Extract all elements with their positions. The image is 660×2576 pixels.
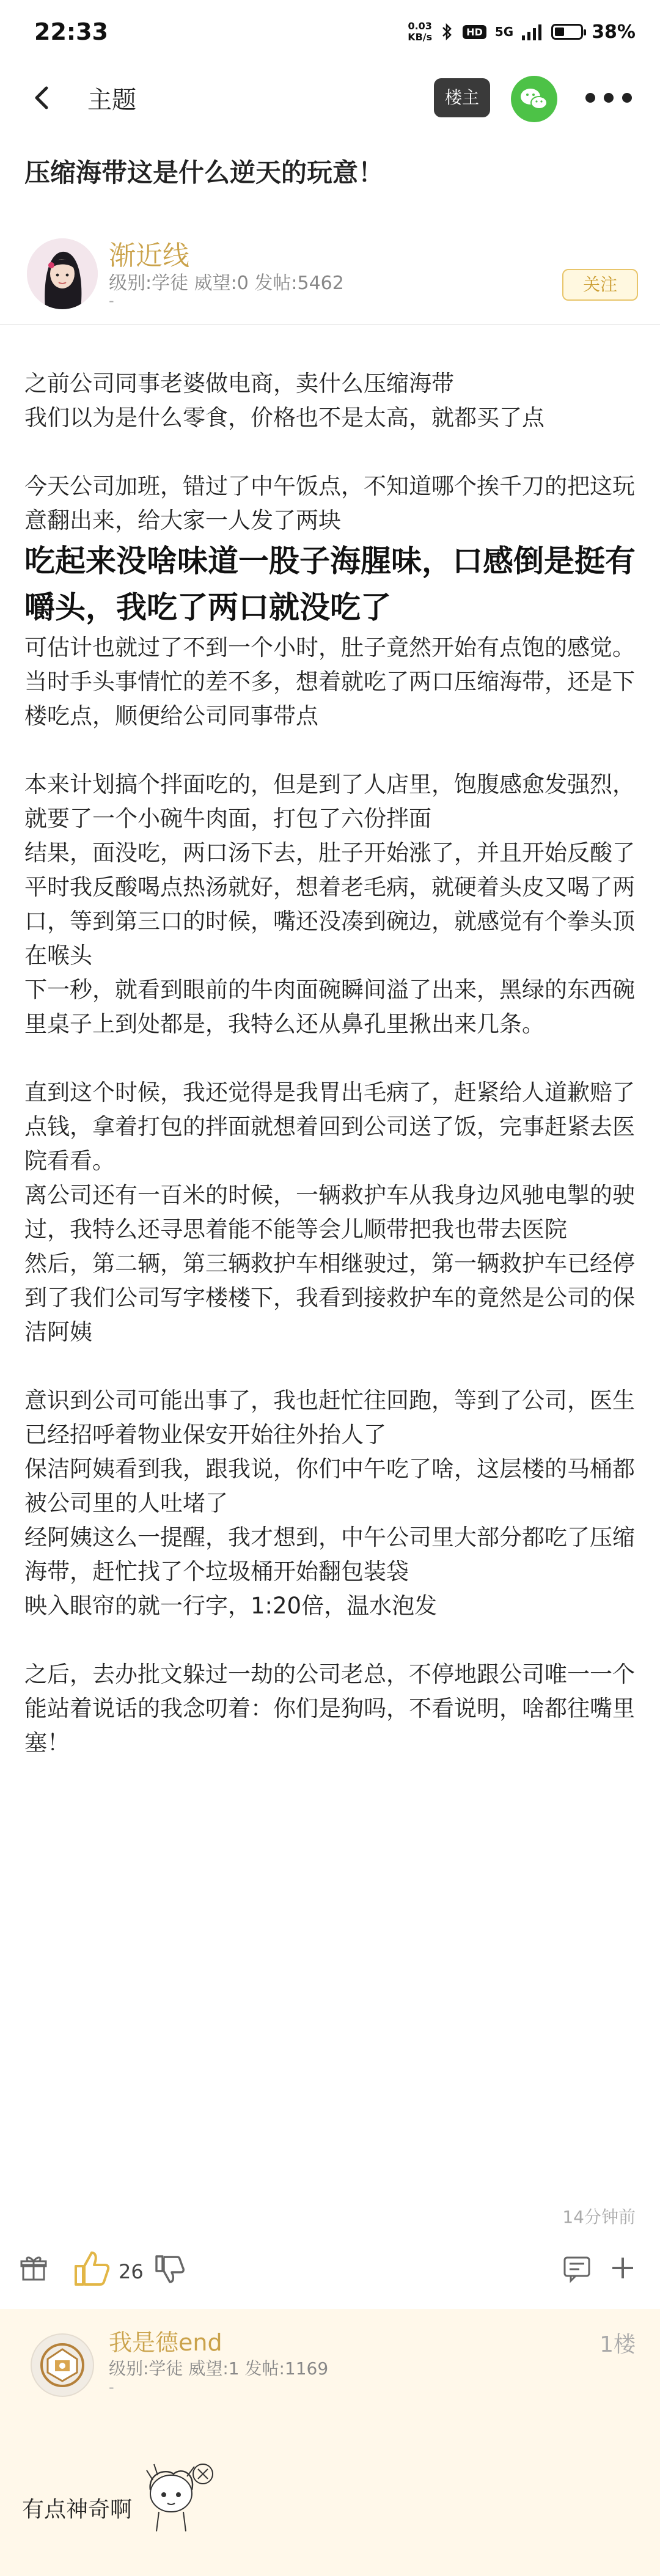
body-paragraph: 直到这个时候，我还觉得是我胃出毛病了，赶紧给人道歉赔了点钱，拿着打包的拌面就想着回到公司送了饭，完事赶紧去医院看看。 — [24, 1079, 635, 1174]
paragraph-gap — [24, 1349, 636, 1384]
body-paragraph: 可估计也就过了不到一个小时，肚子竟然开始有点饱的感觉。 — [24, 634, 635, 661]
reply-avatar[interactable] — [31, 2333, 94, 2397]
author-signature: - — [109, 292, 114, 309]
post-content — [24, 367, 636, 1760]
emphasis-paragraph: 吃起来没啥味道一股子海腥味，口感倒是挺有嚼头，我吃了两口就没吃了 — [24, 543, 636, 625]
body-paragraph: 下一秒，就看到眼前的牛肉面碗瞬间溢了出来，黑绿的东西碗里桌子上到处都是，我特么还从鼻孔里揪出来几条。 — [24, 977, 635, 1037]
body-paragraph: 我们以为是什么零食，价格也不是太高，就都买了点 — [24, 405, 544, 431]
post-time-ago: 14分钟前 — [562, 2207, 636, 2227]
body-paragraph: 保洁阿姨看到我，跟我说，你们中午吃了啥，这层楼的马桶都被公司里的人吐堵了 — [24, 1456, 635, 1516]
paragraph-gap — [24, 733, 636, 768]
body-paragraph: 本来计划搞个拌面吃的，但是到了人店里，饱腹感愈发强烈，就要了一个小碗牛肉面，打包了六份拌面 — [24, 771, 635, 832]
like-icon[interactable] — [71, 2248, 112, 2289]
reply-content — [0, 2431, 660, 2576]
author-avatar[interactable] — [27, 238, 98, 309]
author-meta: 级别:学徒 威望:0 发帖:5462 — [109, 273, 344, 294]
author-header — [0, 226, 660, 318]
paragraph-gap — [24, 435, 636, 469]
body-paragraph: 当时手头事情忙的差不多，想着就吃了两口压缩海带，还是下楼吃点，顺便给公司同事带点 — [24, 669, 635, 729]
divider — [0, 324, 660, 325]
reply-author-signature: - — [109, 2379, 114, 2396]
reply-author-meta: 级别:学徒 威望:1 发帖:1169 — [109, 2358, 329, 2379]
back-arrow-icon[interactable] — [24, 79, 61, 116]
follow-button[interactable]: 关注 — [562, 269, 638, 301]
body-paragraph: 经阿姨这么一提醒，我才想到，中午公司里大部分都吃了压缩海带，赶忙找了个垃圾桶开始翻包装袋 — [24, 1524, 635, 1585]
nav-bar — [0, 67, 660, 128]
add-icon[interactable] — [607, 2253, 638, 2283]
reply-floor: 1楼 — [600, 2332, 636, 2357]
status-time: 22:33 — [34, 18, 108, 45]
louzhu-button[interactable]: 楼主 — [434, 78, 490, 117]
hd-badge: HD — [463, 25, 486, 39]
dislike-icon[interactable] — [153, 2251, 187, 2286]
post-actions — [0, 2248, 660, 2297]
battery-icon — [551, 24, 583, 40]
more-dots-icon[interactable] — [585, 89, 634, 108]
bluetooth-icon — [441, 23, 454, 41]
author-name[interactable]: 渐近线 — [109, 240, 189, 271]
net-speed — [408, 21, 432, 43]
status-icons — [408, 21, 636, 43]
post-title: 压缩海带这是什么逆天的玩意！ — [24, 158, 384, 188]
status-bar — [0, 0, 660, 67]
anime-sticker-icon — [134, 2456, 220, 2541]
body-paragraph: 然后，第二辆，第三辆救护车相继驶过，第一辆救护车已经停到了我们公司写字楼楼下，我看到接救护车的竟然是公司的保洁阿姨 — [24, 1250, 635, 1345]
signal-bars-icon — [522, 23, 543, 40]
reply-text: 有点神奇啊 — [22, 2497, 133, 2522]
comment-icon[interactable] — [562, 2254, 592, 2283]
battery-percent: 38% — [592, 21, 636, 43]
body-paragraph: 映入眼帘的就一行字，1:20倍，温水泡发 — [24, 1593, 438, 1619]
signal-label: 5G — [494, 24, 514, 39]
battery-fill — [555, 28, 564, 36]
like-count: 26 — [119, 2260, 144, 2283]
reply-header — [0, 2309, 660, 2431]
gift-icon[interactable] — [18, 2253, 49, 2283]
wechat-icon[interactable] — [511, 76, 557, 122]
paragraph-gap — [24, 1041, 636, 1076]
nav-title: 主题 — [87, 86, 136, 114]
net-speed-unit: KB/s — [408, 31, 433, 43]
body-paragraph: 今天公司加班，错过了中午饭点，不知道哪个挨千刀的把这玩意翻出来，给大家一人发了两块 — [24, 473, 635, 534]
body-paragraph: 离公司还有一百米的时候，一辆救护车从我身边风驰电掣的驶过，我特么还寻思着能不能等会儿顺带把我也带去医院 — [24, 1182, 635, 1242]
paragraph-gap — [24, 1623, 636, 1657]
body-paragraph: 之后，去办批文躲过一劫的公司老总，不停地跟公司唯一一个能站着说话的我念叨着：你们是狗吗，不看说明，啥都往嘴里塞！ — [24, 1661, 635, 1756]
body-paragraph: 意识到公司可能出事了，我也赶忙往回跑，等到了公司，医生已经招呼着物业保安开始往外抬人了 — [24, 1387, 635, 1448]
net-speed-value: 0.03 — [408, 20, 432, 32]
body-paragraph: 平时我反酸喝点热汤就好，想着老毛病，就硬着头皮又喝了两口，等到第三口的时候，嘴还没凑到碗边，就感觉有个拳头顶在喉头 — [24, 874, 635, 969]
body-paragraph: 结果，面没吃，两口汤下去，肚子开始涨了，并且开始反酸了 — [24, 840, 635, 866]
body-paragraph: 之前公司同事老婆做电商，卖什么压缩海带 — [24, 370, 454, 397]
reply-author-name[interactable]: 我是德end — [109, 2329, 222, 2356]
